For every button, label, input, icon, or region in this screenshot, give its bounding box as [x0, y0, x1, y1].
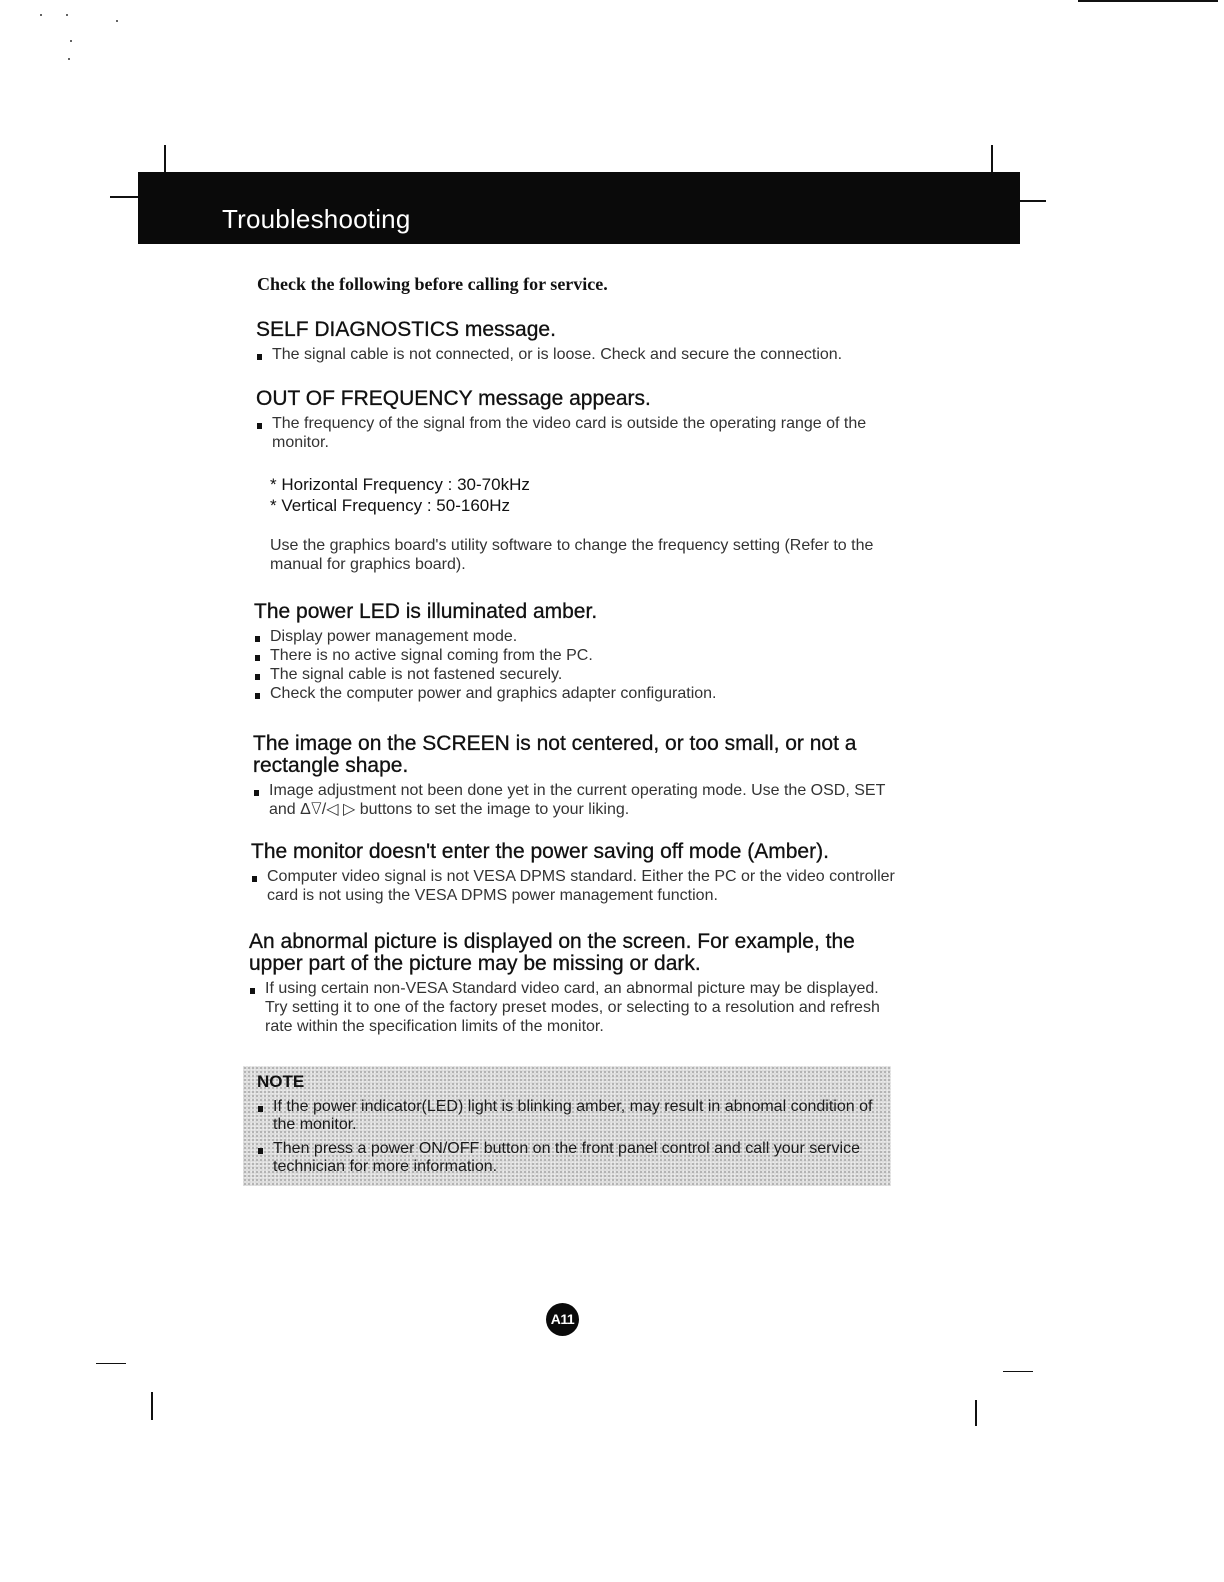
list-item: If using certain non-VESA Standard video card, an abnormal picture may be displayed. Try setting it to one of the factory preset modes, or selecting to a resolution and refresh rate within the specification limits of the monitor. [249, 979, 899, 1036]
page-number-badge: A11 [546, 1303, 579, 1336]
scan-speck [66, 14, 68, 16]
crop-mark-top-right-vertical [991, 145, 993, 175]
crop-mark-bottom-right-vertical [975, 1400, 977, 1426]
section-out-of-frequency [256, 388, 906, 574]
section-power-saving [251, 841, 901, 905]
scan-speck [116, 20, 118, 22]
crop-mark-bottom-left-horizontal [96, 1363, 126, 1364]
list-item: Computer video signal is not VESA DPMS standard. Either the PC or the video controller card is not using the VESA DPMS power management function. [251, 867, 901, 905]
crop-mark-top-left-vertical [164, 145, 166, 175]
list-item: Check the computer power and graphics adapter configuration. [254, 684, 904, 703]
section-heading: SELF DIAGNOSTICS message. [256, 318, 556, 341]
crop-mark-top-left-horizontal [110, 196, 140, 198]
page-title: Troubleshooting [222, 204, 411, 234]
list-item: The signal cable is not fastened securely. [254, 665, 904, 684]
note-item: Then press a power ON/OFF button on the front panel control and call your service technician for more information. [257, 1140, 877, 1176]
crop-mark-bottom-left-vertical [151, 1392, 153, 1420]
horizontal-frequency: * Horizontal Frequency : 30-70kHz [270, 475, 530, 494]
crop-mark-bottom-right-horizontal [1003, 1371, 1033, 1372]
frequency-specs [270, 474, 906, 516]
frequency-note: Use the graphics board's utility software to change the frequency setting (Refer to the manual for graphics board). [270, 537, 874, 573]
list-item: The frequency of the signal from the video card is outside the operating range of the monitor. [256, 414, 906, 452]
scan-speck [68, 58, 70, 60]
note-item: If the power indicator(LED) light is blinking amber, may result in abnomal condition of the monitor. [257, 1098, 877, 1134]
section-self-diagnostics [256, 319, 906, 364]
crop-mark-top-edge-line [1078, 0, 1218, 2]
header-bar [138, 172, 1020, 244]
scan-speck [40, 14, 42, 16]
note-box [243, 1066, 891, 1186]
section-heading: OUT OF FREQUENCY message appears. [256, 387, 651, 410]
list-item: Display power management mode. [254, 627, 904, 646]
scan-speck [70, 40, 72, 42]
section-heading: The monitor doesn't enter the power saving off mode (Amber). [251, 840, 829, 863]
vertical-frequency: * Vertical Frequency : 50-160Hz [270, 496, 511, 515]
section-heading: The image on the SCREEN is not centered, or too small, or not a rectangle shape. [253, 732, 857, 777]
list-item: There is no active signal coming from the PC. [254, 646, 904, 665]
note-title: NOTE [257, 1072, 305, 1091]
section-power-led [254, 601, 904, 703]
intro-text: Check the following before calling for service. [257, 274, 608, 294]
section-image-not-centered [253, 733, 903, 819]
note-list [257, 1098, 877, 1182]
section-heading: The power LED is illuminated amber. [254, 600, 598, 623]
crop-mark-top-right-horizontal [1018, 200, 1046, 202]
section-abnormal-picture [249, 931, 899, 1036]
section-heading: An abnormal picture is displayed on the screen. For example, the upper part of the picture may be missing or dark. [249, 930, 855, 975]
list-item: Image adjustment not been done yet in the current operating mode. Use the OSD, SET and Δ∇/◁ ▷ buttons to set the image to your liking. [253, 781, 903, 819]
list-item: The signal cable is not connected, or is loose. Check and secure the connection. [256, 345, 906, 364]
